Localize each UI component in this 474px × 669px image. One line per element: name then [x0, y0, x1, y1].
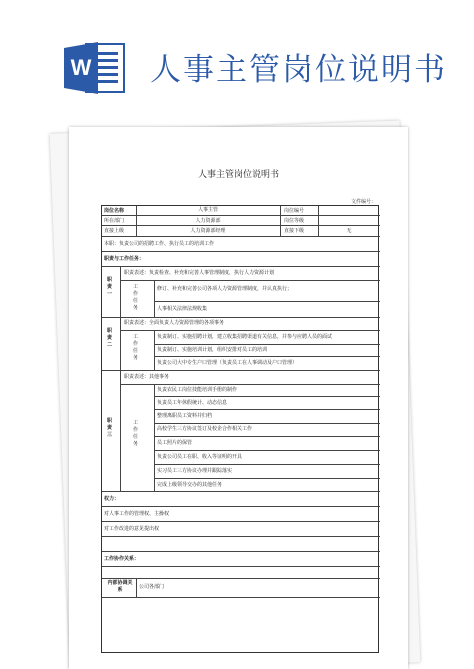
duty-1-task-label: 工作任务	[133, 284, 139, 311]
relations-header: 工作协作关系：	[104, 556, 140, 562]
duty-2-statement: 职责表述：全面负责人力资源管理的各项事务	[124, 320, 225, 326]
duty-3-task: 负责员工年休假统计、动态信息	[157, 400, 228, 406]
internal-relations-value: 公司各部门	[139, 584, 165, 590]
job-summary: 本职：负责公司的招聘工作、执行员工的培训工作	[104, 241, 215, 247]
dept-value: 人力资源部	[195, 218, 221, 224]
banner	[0, 0, 474, 110]
word-icon	[64, 40, 126, 96]
subordinate-value: 无	[346, 228, 352, 234]
code-label: 岗位编号	[284, 208, 305, 214]
grade-label: 岗位等级	[284, 218, 305, 224]
duty-2-task: 负责制订、实施招聘计划，建立收集招聘渠道有关信息，并参与应聘人员的面试	[157, 334, 333, 340]
job-description-table	[101, 205, 379, 653]
duty-2-task-label: 工作任务	[133, 334, 139, 361]
duty-label-1: 职责一	[107, 277, 113, 297]
superior-label: 直接上级	[104, 228, 125, 234]
banner-title: 人事主管岗位说明书	[150, 52, 447, 88]
document-sheet	[69, 127, 408, 669]
duty-3-task: 负责农民工岗位技能培训手册的制作	[157, 387, 238, 393]
duty-label-2: 职责二	[107, 328, 113, 348]
superior-value: 人力资源部经理	[190, 228, 226, 234]
duty-3-task-label: 工作任务	[133, 420, 139, 447]
duty-label-3: 职责三	[107, 418, 113, 438]
duty-2-task: 负责制订、实施培训计划，组织安排对员工的培训	[157, 347, 268, 353]
position-value: 人事主管	[197, 207, 218, 213]
duty-3-task: 高校学生三方协议签订及校企合作相关工作	[157, 426, 253, 432]
duties-header: 职责与工作任务：	[104, 256, 145, 262]
dept-label: 所在部门	[104, 218, 125, 224]
duty-2-task: 负责公司大中专生户口管理（负责员工在人事调动及户口管理）	[157, 360, 298, 366]
file-number: 文件编号：	[350, 199, 376, 205]
duty-1-statement: 职责表述：负责检查、补充和完善人事管理制度，执行人力资源计划	[124, 270, 275, 276]
duty-3-task: 员工照片的保管	[157, 440, 193, 446]
subordinate-label: 直接下级	[284, 228, 305, 234]
duty-3-task: 负责公司员工在职、收入等证明的开具	[157, 454, 243, 460]
position-label: 岗位名称	[104, 208, 125, 214]
duty-3-task: 实习员工三方协议办理并跟踪落实	[157, 468, 233, 474]
duty-1-task: 修订、补充和完善公司各项人力资源管理制度，并认真执行；	[157, 286, 293, 292]
duty-3-task: 完成上级领导交办的其他任务	[157, 482, 223, 488]
duty-3-statement: 职责表述：其他事务	[124, 374, 170, 380]
duty-1-task: 人事相关法律法规收集	[157, 306, 208, 312]
document-title: 人事主管岗位说明书	[197, 170, 279, 180]
authority-item: 对工作改进的意见提出权	[104, 526, 160, 532]
internal-relations-label: 内部协调关系	[107, 580, 133, 593]
duty-3-task: 整理离职员工资料并归档	[157, 413, 213, 419]
authority-header: 权力：	[104, 496, 120, 502]
authority-item: 对人事工作的管理权、主操权	[104, 511, 170, 517]
svg-text:W: W	[70, 55, 92, 80]
